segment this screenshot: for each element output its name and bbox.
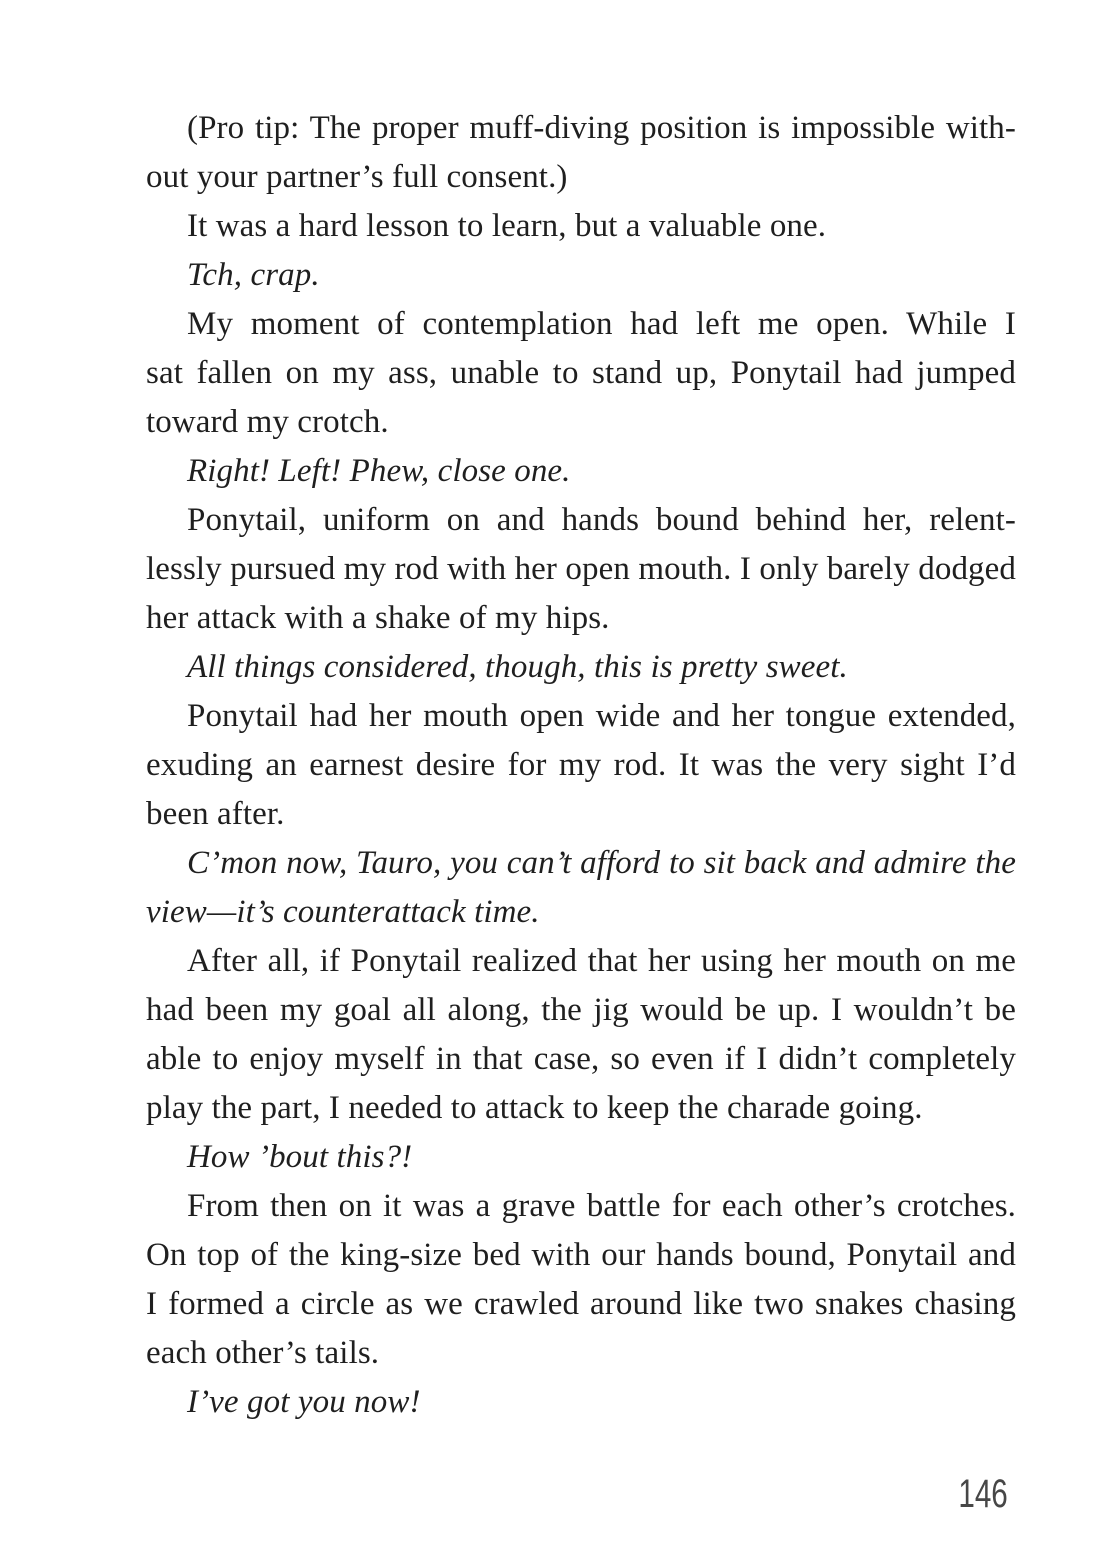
text-line: able to enjoy myself in that case, so even if I didn’t completely [146,1041,1016,1077]
text-line: It was a hard lesson to learn, but a valuable one. [187,208,827,244]
text-line: view—it’s counterattack time. [146,894,540,930]
text-line: her attack with a shake of my hips. [146,600,610,636]
text-line: sat fallen on my ass, unable to stand up, Ponytail had jumped [146,355,1016,391]
text-line: Ponytail, uniform on and hands bound behind her, relent- [187,502,1016,538]
text-line: play the part, I needed to attack to keep the charade going. [146,1090,923,1126]
text-line: All things considered, though, this is pretty sweet. [187,649,848,685]
text-line: exuding an earnest desire for my rod. It was the very sight I’d [146,747,1016,783]
text-line: lessly pursued my rod with her open mouth. I only barely dodged [146,551,1016,587]
page-text [146,104,1016,1427]
text-line: out your partner’s full consent.) [146,159,568,195]
text-line: How ’bout this?! [187,1139,413,1175]
text-line: been after. [146,796,285,832]
text-line: C’mon now, Tauro, you can’t afford to sit back and admire the [187,845,1016,881]
text-line: (Pro tip: The proper muff-diving position is impossible with- [187,110,1016,146]
text-line: Right! Left! Phew, close one. [187,453,571,489]
page-number: 146 [958,1472,1008,1516]
text-line: toward my crotch. [146,404,389,440]
text-line: From then on it was a grave battle for each other’s crotches. [187,1188,1016,1224]
text-line: Tch, crap. [187,257,320,293]
text-line: On top of the king-size bed with our hands bound, Ponytail and [146,1237,1016,1273]
text-line: After all, if Ponytail realized that her using her mouth on me [187,943,1016,979]
text-line: I’ve got you now! [187,1384,421,1420]
text-line: My moment of contemplation had left me open. While I [187,306,1016,342]
text-line: I formed a circle as we crawled around like two snakes chasing [146,1286,1016,1322]
text-line: Ponytail had her mouth open wide and her tongue extended, [187,698,1016,734]
text-line: had been my goal all along, the jig would be up. I wouldn’t be [146,992,1016,1028]
text-line: each other’s tails. [146,1335,380,1371]
